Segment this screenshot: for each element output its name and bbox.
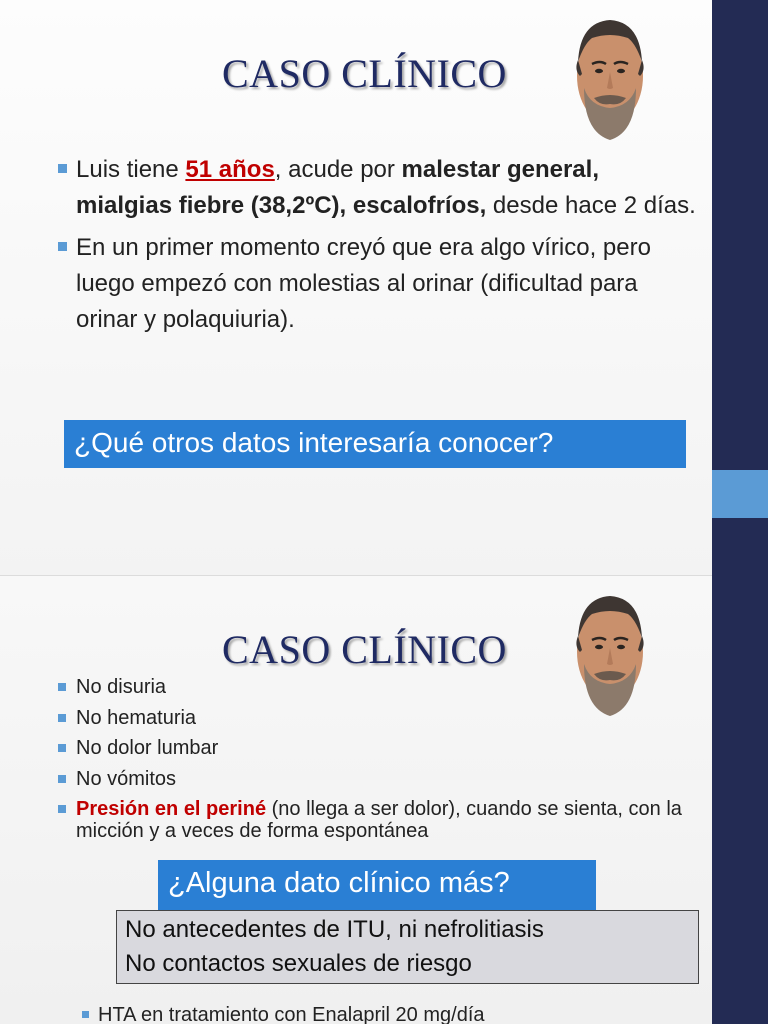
history-line: No contactos sexuales de riesgo bbox=[125, 950, 472, 977]
bullet-item-hta: HTA en tratamiento con Enalapril 20 mg/día bbox=[82, 1004, 485, 1024]
history-line: No antecedentes de ITU, ni nefrolitiasis bbox=[125, 916, 544, 943]
bullet-list bbox=[58, 152, 698, 344]
symptoms-highlight: malestar general, mialgias fiebre (38,2ºC), escalofríos, bbox=[76, 156, 599, 219]
slide-title: CASO CLÍNICO bbox=[222, 627, 507, 672]
perine-highlight: Presión en el periné bbox=[76, 798, 267, 820]
question-box: ¿Alguna dato clínico más? bbox=[158, 860, 596, 910]
list-item: No vómitos bbox=[58, 768, 708, 790]
patient-face-image bbox=[570, 14, 650, 144]
symptom-list bbox=[58, 676, 708, 851]
history-box bbox=[116, 910, 699, 984]
list-item: No hematuria bbox=[58, 707, 708, 729]
slide-sidebar bbox=[712, 576, 768, 1024]
list-item-perine: Presión en el periné (no llega a ser dolor), cuando se sienta, con la micción y a veces de forma espontánea bbox=[58, 798, 708, 842]
slide-sidebar-accent bbox=[712, 470, 768, 518]
bullet-item-patient: Luis tiene 51 años, acude por malestar general, mialgias fiebre (38,2ºC), escalofríos, desde hace 2 días. bbox=[58, 152, 698, 224]
list-item: No dolor lumbar bbox=[58, 737, 708, 759]
slide-title: CASO CLÍNICO bbox=[222, 51, 507, 96]
list-item: No disuria bbox=[58, 676, 708, 698]
bullet-item-history: En un primer momento creyó que era algo vírico, pero luego empezó con molestias al orinar (dificultad para orinar y polaquiuria). bbox=[58, 230, 698, 338]
question-box: ¿Qué otros datos interesaría conocer? bbox=[64, 420, 686, 468]
age-highlight: 51 años bbox=[185, 156, 275, 183]
